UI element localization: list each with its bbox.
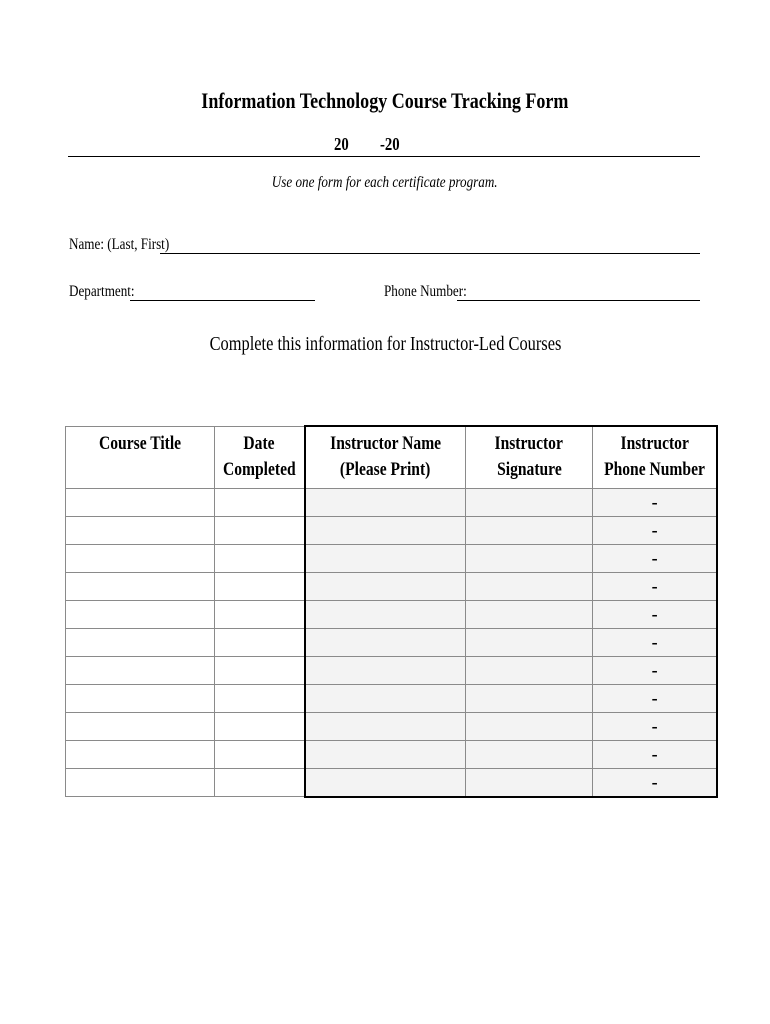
course-title-cell[interactable] bbox=[66, 684, 215, 712]
year-end: -20 bbox=[380, 134, 400, 154]
instructor-signature-cell[interactable] bbox=[466, 544, 593, 572]
instructor-signature-cell[interactable] bbox=[466, 600, 593, 628]
instructor-name-cell[interactable] bbox=[305, 684, 466, 712]
table-row bbox=[66, 600, 718, 628]
phone-number-field[interactable] bbox=[457, 300, 700, 301]
course-title-cell[interactable] bbox=[66, 712, 215, 740]
phone-dash: - bbox=[651, 603, 658, 624]
course-title-cell[interactable] bbox=[66, 600, 215, 628]
date-completed-cell[interactable] bbox=[215, 600, 305, 628]
phone-dash: - bbox=[651, 659, 658, 680]
table-row bbox=[66, 572, 718, 600]
table-row bbox=[66, 712, 718, 740]
form-title bbox=[0, 88, 770, 114]
instructor-phone-cell[interactable] bbox=[593, 656, 717, 684]
instructor-signature-cell[interactable] bbox=[466, 740, 593, 768]
instructor-name-cell[interactable] bbox=[305, 572, 466, 600]
instructor-name-cell[interactable] bbox=[305, 628, 466, 656]
instructor-name-cell[interactable] bbox=[305, 768, 466, 797]
instructor-signature-cell[interactable] bbox=[466, 768, 593, 797]
phone-dash: - bbox=[651, 631, 658, 652]
year-range-line[interactable] bbox=[68, 134, 700, 157]
date-completed-cell[interactable] bbox=[215, 572, 305, 600]
instructor-phone-cell[interactable] bbox=[593, 768, 717, 797]
instructor-phone-cell[interactable] bbox=[593, 740, 717, 768]
instructor-signature-cell[interactable] bbox=[466, 488, 593, 516]
instructor-name-cell[interactable] bbox=[305, 740, 466, 768]
form-title-text: Information Technology Course Tracking Form bbox=[201, 88, 569, 113]
instructor-phone-cell[interactable] bbox=[593, 516, 717, 544]
table-row bbox=[66, 488, 718, 516]
phone-dash: - bbox=[651, 547, 658, 568]
instructor-phone-header: Instructor Phone Number bbox=[593, 426, 717, 488]
phone-number-label: Phone Number: bbox=[384, 283, 467, 300]
form-subtitle: Use one form for each certificate program. bbox=[272, 174, 498, 191]
table-row bbox=[66, 628, 718, 656]
instructor-signature-cell[interactable] bbox=[466, 712, 593, 740]
instructor-name-cell[interactable] bbox=[305, 544, 466, 572]
instructor-name-cell[interactable] bbox=[305, 656, 466, 684]
instructor-name-cell[interactable] bbox=[305, 712, 466, 740]
date-completed-cell[interactable] bbox=[215, 712, 305, 740]
section-heading: Complete this information for Instructor-Led Courses bbox=[209, 333, 561, 355]
instructor-phone-cell[interactable] bbox=[593, 684, 717, 712]
phone-dash: - bbox=[651, 491, 658, 512]
date-completed-cell[interactable] bbox=[215, 488, 305, 516]
date-completed-cell[interactable] bbox=[215, 656, 305, 684]
instructor-name-cell[interactable] bbox=[305, 516, 466, 544]
name-field[interactable] bbox=[160, 253, 700, 254]
course-title-cell[interactable] bbox=[66, 656, 215, 684]
date-completed-header: Date Completed bbox=[215, 426, 305, 488]
instructor-signature-cell[interactable] bbox=[466, 572, 593, 600]
phone-dash: - bbox=[651, 575, 658, 596]
date-completed-cell[interactable] bbox=[215, 628, 305, 656]
instructor-name-cell[interactable] bbox=[305, 600, 466, 628]
date-completed-cell[interactable] bbox=[215, 684, 305, 712]
instructor-signature-cell[interactable] bbox=[466, 684, 593, 712]
course-title-cell[interactable] bbox=[66, 516, 215, 544]
instructor-phone-cell[interactable] bbox=[593, 628, 717, 656]
instructor-signature-cell[interactable] bbox=[466, 656, 593, 684]
phone-dash: - bbox=[651, 687, 658, 708]
course-title-cell[interactable] bbox=[66, 544, 215, 572]
course-title-cell[interactable] bbox=[66, 488, 215, 516]
date-completed-cell[interactable] bbox=[215, 740, 305, 768]
table-header-row bbox=[66, 426, 718, 488]
table-row bbox=[66, 544, 718, 572]
date-completed-cell[interactable] bbox=[215, 544, 305, 572]
date-completed-cell[interactable] bbox=[215, 768, 305, 797]
date-completed-cell[interactable] bbox=[215, 516, 305, 544]
instructor-signature-cell[interactable] bbox=[466, 516, 593, 544]
name-label: Name: (Last, First) bbox=[69, 236, 170, 253]
table-row bbox=[66, 516, 718, 544]
instructor-name-header: Instructor Name (Please Print) bbox=[305, 426, 466, 488]
year-start: 20 bbox=[334, 134, 349, 154]
table-row bbox=[66, 656, 718, 684]
phone-dash: - bbox=[651, 519, 658, 540]
table-row bbox=[66, 740, 718, 768]
course-title-cell[interactable] bbox=[66, 768, 215, 797]
course-title-cell[interactable] bbox=[66, 572, 215, 600]
instructor-signature-header: Instructor Signature bbox=[466, 426, 593, 488]
course-title-cell[interactable] bbox=[66, 628, 215, 656]
instructor-phone-cell[interactable] bbox=[593, 544, 717, 572]
course-title-cell[interactable] bbox=[66, 740, 215, 768]
department-field[interactable] bbox=[130, 300, 315, 301]
table-row bbox=[66, 768, 718, 797]
phone-dash: - bbox=[651, 715, 658, 736]
instructor-phone-cell[interactable] bbox=[593, 712, 717, 740]
phone-dash: - bbox=[651, 771, 658, 792]
instructor-signature-cell[interactable] bbox=[466, 628, 593, 656]
course-title-header: Course Title bbox=[66, 426, 215, 488]
course-tracking-table bbox=[65, 425, 718, 798]
instructor-phone-cell[interactable] bbox=[593, 572, 717, 600]
phone-dash: - bbox=[651, 743, 658, 764]
instructor-name-cell[interactable] bbox=[305, 488, 466, 516]
table-body bbox=[66, 488, 718, 797]
table-row bbox=[66, 684, 718, 712]
department-label: Department: bbox=[69, 283, 135, 300]
instructor-phone-cell[interactable] bbox=[593, 600, 717, 628]
instructor-phone-cell[interactable] bbox=[593, 488, 717, 516]
